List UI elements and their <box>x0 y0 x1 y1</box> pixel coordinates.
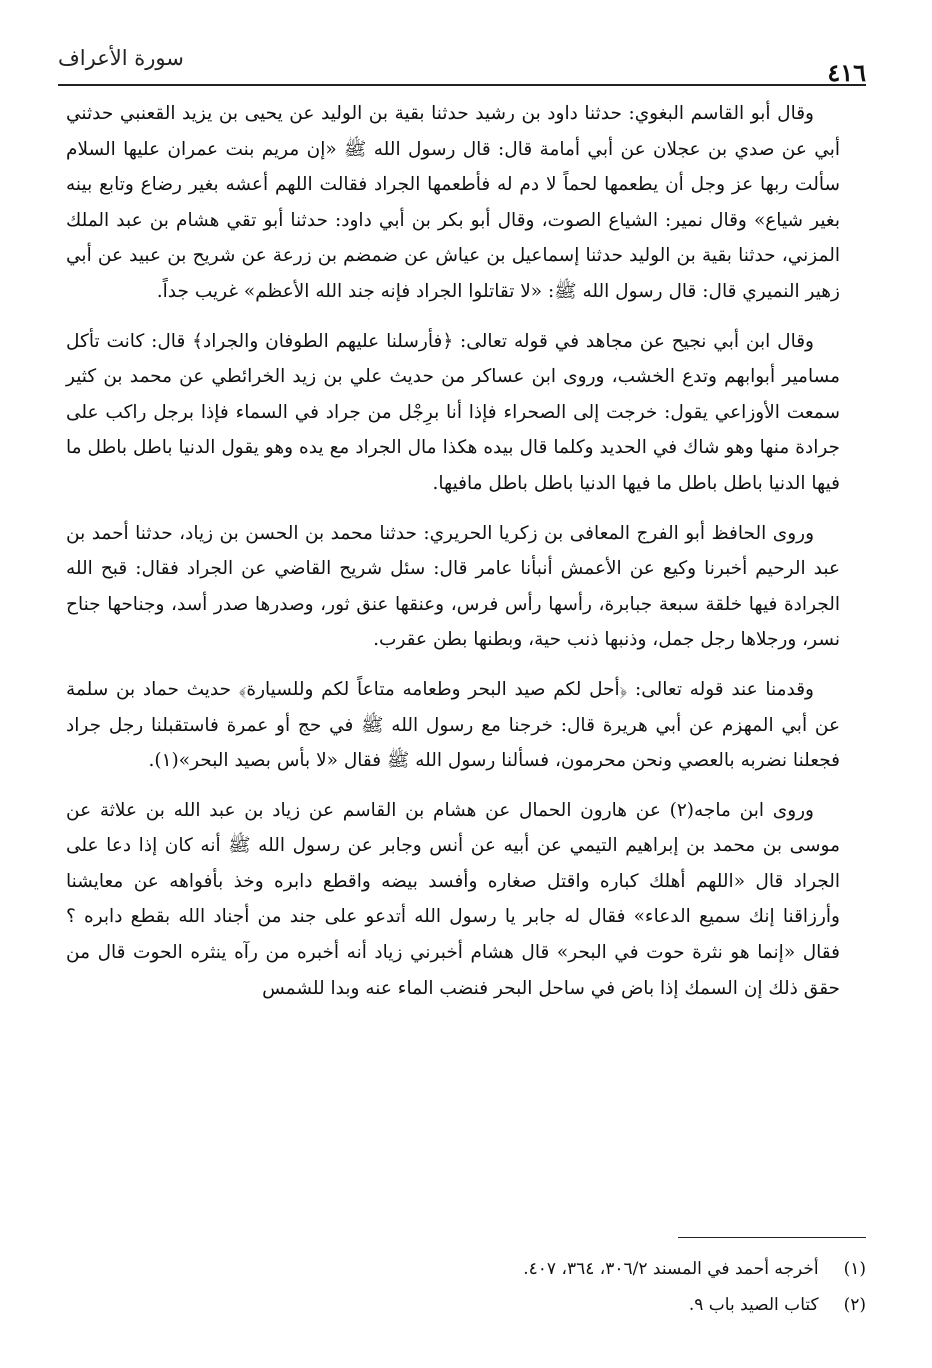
paragraph: وقال أبو القاسم البغوي: حدثنا داود بن رشيد حدثنا بقية بن الوليد عن يحيى بن يزيد القعنبي حدثني أبي عن صدي بن عجلان عن أبي أمامة قال: قال رسول الله ﷺ «إن مريم بنت عمران عليها السلام سألت ربها عز وجل أن يطعمها لحماً لا دم له فأطعمها الجراد فقالت اللهم أعشه بغير رضاع وتابع بينه بغير شياع» وقال نمير: الشياع الصوت، وقال أبو بكر بن أبي داود: حدثنا أبو تقي هشام بن عبد الملك المزني، حدثنا بقية بن الوليد حدثنا إسماعيل بن عياش عن ضمضم بن زرعة عن شريح بن عبيد عن أبي زهير النميري قال: قال رسول الله ﷺ: «لا تقاتلوا الجراد فإنه جند الله الأعظم» غريب جداً. <box>66 103 840 302</box>
paragraph: وقال ابن أبي نجيح عن مجاهد في قوله تعالى: ﴿فأرسلنا عليهم الطوفان والجراد﴾ قال: كانت تأكل مسامير أبوابهم وتدع الخشب، وروى ابن عساكر من حديث علي بن زيد الخرائطي عن محمد بن كثير سمعت الأوزاعي يقول: خرجت إلى الصحراء فإذا أنا برِجْل من جراد في السماء فإذا برجل راكب على جرادة منها وهو شاك في الحديد وكلما قال بيده هكذا مال الجراد مع يده وهو يقول الدنيا باطل باطل ما فيها الدنيا باطل باطل ما فيها الدنيا باطل باطل مافيها. <box>66 330 840 494</box>
footnote <box>66 1251 866 1287</box>
paragraph: وروى الحافظ أبو الفرج المعافى بن زكريا الحريري: حدثنا محمد بن الحسن بن زياد، حدثنا أحمد بن عبد الرحيم أخبرنا وكيع عن الأعمش أنبأنا عامر قال: سئل شريح القاضي عن الجراد فقال: قبح الله الجرادة فيها خلقة سبعة جبابرة، رأسها رأس فرس، وعنقها عنق ثور، وصدرها صدر أسد، وجناحها جناح نسر، ورجلاها رجل جمل، وذنبها ذنب حية، وبطنها بطن عقرب. <box>66 522 840 651</box>
paragraph: وقدمنا عند قوله تعالى: ﴿أحل لكم صيد البحر وطعامه متاعاً لكم وللسيارة﴾ حديث حماد بن سلمة عن أبي المهزم عن أبي هريرة قال: خرجنا مع رسول الله ﷺ في حج أو عمرة فاستقبلنا رجل جراد فجعلنا نضربه بالعصي ونحن محرمون، فسألنا رسول الله ﷺ فقال «لا بأس بصيد البحر»(١). <box>66 678 840 772</box>
main-text <box>66 96 840 1006</box>
header-rule <box>58 84 866 86</box>
running-header <box>58 38 866 87</box>
footnotes <box>66 1251 866 1323</box>
footnote-separator <box>678 1237 866 1238</box>
paragraph: وروى ابن ماجه(٢) عن هارون الحمال عن هشام بن القاسم عن زياد بن عبد الله بن علاثة عن موسى بن محمد بن إبراهيم التيمي عن أبيه عن أنس وجابر عن رسول الله ﷺ أنه كان إذا دعا على الجراد قال «اللهم أهلك كباره واقتل صغاره وأفسد بيضه واقطع دابره وخذ بأفواهه عن معايشنا وأرزاقنا إنك سميع الدعاء» فقال له جابر يا رسول الله أتدعو على جند من أجناد الله بقطع دابره ؟ فقال «إنما هو نثرة حوت في البحر» قال هشام أخبرني زياد أنه أخبره من رآه ينثره الحوت قال من حقق ذلك إن السمك إذا باض في ساحل البحر فنضب الماء عنه وبدا للشمس <box>66 799 840 999</box>
footnote-text: أخرجه أحمد في المسند ٣٠٦/٢، ٣٦٤، ٤٠٧. <box>523 1259 819 1279</box>
footnote <box>66 1287 866 1323</box>
footnote-mark: (١) <box>843 1259 866 1279</box>
footnote-mark: (٢) <box>843 1295 866 1315</box>
surah-title: سورة الأعراف <box>58 46 184 70</box>
footnote-text: كتاب الصيد باب ٩. <box>688 1295 819 1315</box>
page-number: ٤١٦ <box>827 58 866 87</box>
